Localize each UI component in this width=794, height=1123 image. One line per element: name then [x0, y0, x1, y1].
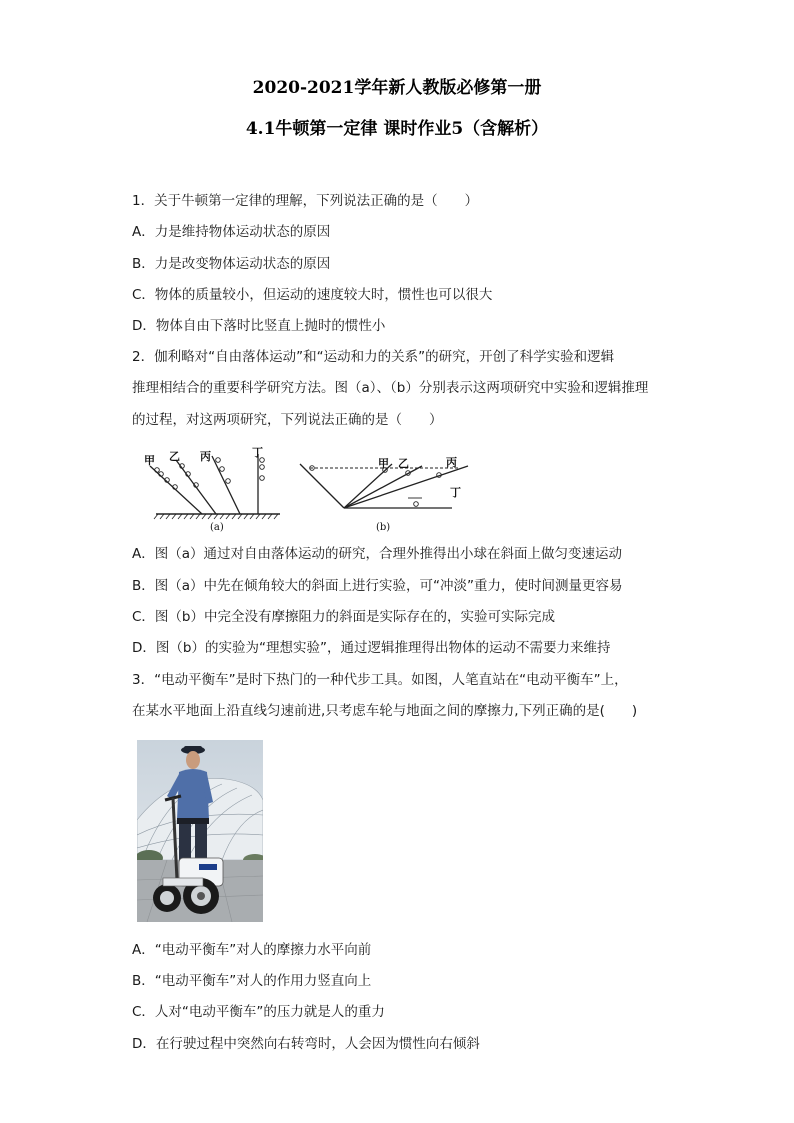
question-3-option-a: A．“电动平衡车”对人的摩擦力水平向前 — [132, 942, 372, 958]
photo-balance-scooter — [137, 740, 263, 922]
figure-a-label-jia: 甲 — [144, 454, 155, 467]
question-3-option-d: D．在行驶过程中突然向右转弯时，人会因为惯性向右倾斜 — [132, 1036, 480, 1052]
figure-b-ideal-experiment — [292, 446, 477, 536]
figure-a-incline-experiment — [136, 446, 286, 536]
figure-b-label-yi: 乙 — [398, 457, 409, 470]
figure-a-label-bing: 丙 — [200, 450, 211, 463]
question-1-option-c: C．物体的质量较小，但运动的速度较大时，惯性也可以很大 — [132, 287, 493, 303]
question-2-option-d: D．图（b）的实验为“理想实验”，通过逻辑推理得出物体的运动不需要力来维持 — [132, 640, 611, 656]
question-2-option-a: A．图（a）通过对自由落体运动的研究，合理外推得出小球在斜面上做匀变速运动 — [132, 546, 623, 562]
figure-a-label-ding: 丁 — [252, 446, 263, 459]
question-2-stem-line2: 推理相结合的重要科学研究方法。图（a）、（b）分别表示这两项研究中实验和逻辑推理 — [132, 380, 649, 396]
figure-b-label-jia: 甲 — [378, 457, 389, 470]
question-1-option-b: B．力是改变物体运动状态的原因 — [132, 256, 331, 272]
figure-b-label-ding: 丁 — [450, 486, 461, 499]
question-2-option-c: C．图（b）中完全没有摩擦阻力的斜面是实际存在的，实验可实际完成 — [132, 609, 555, 625]
question-1-stem: 1．关于牛顿第一定律的理解，下列说法正确的是（ ） — [132, 193, 479, 209]
question-3-option-c: C．人对“电动平衡车”的压力就是人的重力 — [132, 1004, 385, 1020]
question-2-stem-line1: 2．伽利略对“自由落体运动”和“运动和力的关系”的研究，开创了科学实验和逻辑 — [132, 349, 615, 365]
figure-a-label-yi: 乙 — [169, 450, 180, 463]
figure-b-caption: (b) — [376, 522, 391, 533]
figure-b-label-bing: 丙 — [446, 456, 457, 469]
question-3-stem-line1: 3．“电动平衡车”是时下热门的一种代步工具。如图，人笔直站在“电动平衡车”上， — [132, 672, 628, 688]
question-2-stem-line3: 的过程，对这两项研究，下列说法正确的是（ ） — [132, 412, 443, 428]
question-3-stem-line2: 在某水平地面上沿直线匀速前进,只考虑车轮与地面之间的摩擦力,下列正确的是( ) — [132, 703, 638, 719]
question-2-option-b: B．图（a）中先在倾角较大的斜面上进行实验，可“冲淡”重力，使时间测量更容易 — [132, 578, 623, 594]
question-1-option-d: D．物体自由下落时比竖直上抛时的惯性小 — [132, 318, 386, 334]
question-3-option-b: B．“电动平衡车”对人的作用力竖直向上 — [132, 973, 372, 989]
figure-a-caption: (a) — [210, 522, 224, 533]
document-title-line1: 2020-2021学年新人教版必修第一册 — [252, 78, 542, 98]
document-title-line2: 4.1牛顿第一定律 课时作业5（含解析） — [245, 119, 549, 139]
question-1-option-a: A．力是维持物体运动状态的原因 — [132, 224, 331, 240]
